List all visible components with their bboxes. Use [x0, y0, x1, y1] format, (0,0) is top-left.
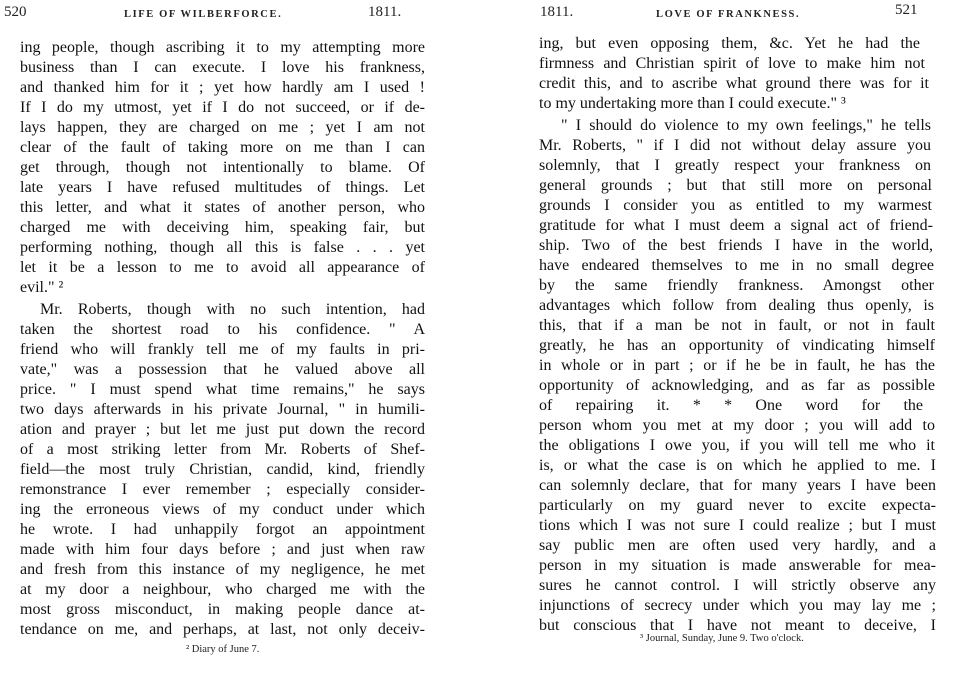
text-line: ing the erroneous views of my conduct under which — [20, 501, 425, 518]
running-title: LIFE OF WILBERFORCE. — [124, 9, 283, 20]
text-line: late years I have refused multitudes of things. Let — [20, 179, 425, 196]
text-line: tendance on me, and perhaps, at last, not only deceiv- — [20, 621, 425, 638]
text-line: advantages which follow from dealing thus openly, is — [539, 297, 934, 314]
text-line: Mr. Roberts, though with no such intention, had — [40, 301, 425, 318]
text-line: firmness and Christian spirit of love to make him not — [539, 55, 925, 72]
text-line: field—the most truly Christian, candid, kind, friendly — [20, 461, 425, 478]
text-line: is, or what the case is on which he applied to me. I — [539, 457, 936, 474]
text-line: this letter, and what it states of another person, who — [20, 199, 425, 216]
text-line: ation and prayer ; but let me just put down the record — [20, 421, 425, 438]
text-line: greatly, he has an opportunity of vindicating himself — [539, 337, 935, 354]
text-line: Mr. Roberts, " if I did not without delay assure you — [539, 137, 931, 154]
text-line: remonstrance I ever remember ; especially consider- — [20, 481, 425, 498]
text-line: can solemnly declare, that for many years I have been — [539, 477, 936, 494]
text-line: of repairing it. * * One word for the — [539, 397, 923, 414]
footnote: ² Diary of June 7. — [186, 644, 260, 655]
text-line: made with him four days before ; and just when raw — [20, 541, 425, 558]
text-line: performing nothing, though all this is false . . . yet — [20, 239, 425, 256]
text-line: have endeared themselves to me in no small degree — [539, 257, 934, 274]
text-line: most gross misconduct, in making people dance at- — [20, 601, 425, 618]
text-line: and fresh from this instance of my negligence, he met — [20, 561, 425, 578]
text-line: credit this, and to ascribe what ground there was for it — [539, 75, 929, 92]
page-year: 1811. — [540, 4, 574, 20]
text-line: " I should do violence to my own feelings," he tells — [561, 117, 931, 134]
text-line: in whole or in part ; or if he be in fault, he has the — [539, 357, 935, 374]
text-line: friend who will frankly tell me of my faults in pri- — [20, 341, 425, 358]
page-number: 521 — [895, 2, 918, 18]
text-line: but conscious that I have not meant to deceive, I — [539, 617, 936, 634]
page-number: 520 — [4, 4, 27, 20]
footnote: ³ Journal, Sunday, June 9. Two o'clock. — [640, 633, 804, 644]
text-line: by the same friendly frankness. Amongst other — [539, 277, 934, 294]
text-line: of a most striking letter from Mr. Roberts of Shef- — [20, 441, 425, 458]
text-line: this, that if a man be not in fault, or not in fault — [539, 317, 935, 334]
text-line: If I do my utmost, yet if I do not succeed, or if de- — [20, 99, 425, 116]
text-line: evil." ² — [20, 279, 64, 296]
text-line: person in my situation is made answerable for mea- — [539, 557, 936, 574]
text-line: let it be a lesson to me to avoid all appearance of — [20, 259, 425, 276]
text-line: person whom you met at my door ; you will add to — [539, 417, 935, 434]
text-line: ing people, though ascribing it to my attempting more — [20, 39, 425, 56]
text-line: general grounds ; but that still more on personal — [539, 177, 932, 194]
text-line: the obligations I owe you, if you will tell me who it — [539, 437, 935, 454]
text-line: gratitude for what I must deem a signal act of friend- — [539, 217, 933, 234]
text-line: particularly on my guard never to excite expecta- — [539, 497, 936, 514]
text-line: solemnly, that I greatly respect your frankness on — [539, 157, 931, 174]
text-line: at my door a neighbour, who charged me with the — [20, 581, 425, 598]
text-line: he wrote. I had unhappily forgot an appointment — [20, 521, 425, 538]
text-line: vate," was a possession that he valued above all — [20, 361, 425, 378]
left-page — [0, 0, 462, 674]
text-line: charged me with deceiving him, speaking fair, but — [20, 219, 425, 236]
text-line: to my undertaking more than I could execute." ³ — [539, 95, 846, 112]
text-line: lays happen, they are charged on me ; yet I am not — [20, 119, 425, 136]
text-line: two days afterwards in his private Journal, " in humili- — [20, 401, 425, 418]
right-page — [512, 0, 980, 674]
page-gutter — [462, 0, 512, 674]
text-line: injunctions of secrecy under which you may lay me ; — [539, 597, 936, 614]
text-line: clear of the fault of taking more on me than I can — [20, 139, 425, 156]
text-line: price. " I must spend what time remains," he says — [20, 381, 425, 398]
text-line: ing, but even opposing them, &c. Yet he had the — [539, 35, 920, 52]
text-line: sures he cannot control. I will strictly observe any — [539, 577, 936, 594]
text-line: ship. Two of the best friends I have in the world, — [539, 237, 933, 254]
text-line: taken the shortest road to his confidence. " A — [20, 321, 425, 338]
text-line: opportunity of acknowledging, and as far as possible — [539, 377, 935, 394]
text-line: say public men are often used very hardly, and a — [539, 537, 936, 554]
page-year: 1811. — [368, 4, 402, 20]
running-title: LOVE OF FRANKNESS. — [656, 9, 801, 20]
text-line: get through, though not intentionally to blame. Of — [20, 159, 425, 176]
text-line: grounds I consider you as entitled to my warmest — [539, 197, 932, 214]
text-line: business than I can execute. I love his frankness, — [20, 59, 425, 76]
text-line: tions which I was not sure I could realize ; but I must — [539, 517, 936, 534]
text-line: and thanked him for it ; yet how hardly am I used ! — [20, 79, 425, 96]
